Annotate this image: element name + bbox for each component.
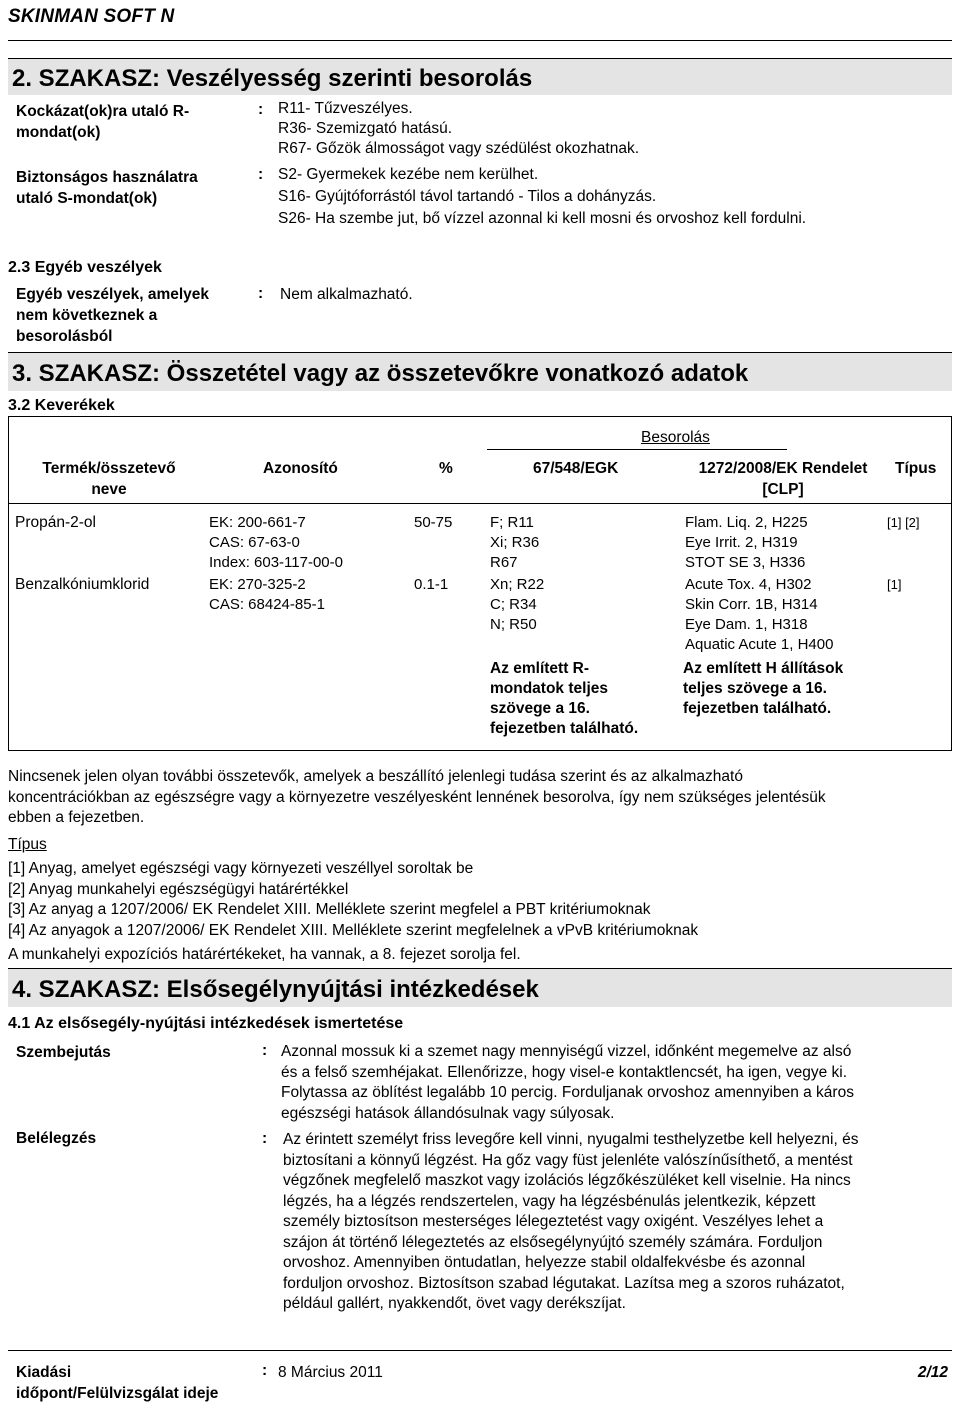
type-note: [3] Az anyag a 1207/2006/ EK Rendelet XIII. Melléklete szerint megfelel a PBT kritériumoknak: [8, 901, 651, 918]
paragraph-line: Nincsenek jelen olyan további összetevők, amelyek a beszállító jelenlegi tudása szerint és az alkalmazható: [8, 768, 743, 785]
inhalation-label: Belélegzés: [16, 1130, 97, 1147]
h-statements-note-line: fejezetben található.: [683, 700, 832, 717]
clp-classification: Eye Dam. 1, H318: [685, 616, 808, 633]
col-header-percent: %: [439, 460, 453, 477]
s-phrase: S2- Gyermekek kezébe nem kerülhet.: [278, 166, 539, 183]
section-4-header: [8, 968, 952, 1007]
other-hazards-label-line: besorolásból: [16, 328, 113, 345]
table-row-type: [1] [2]: [887, 515, 920, 530]
identifier: CAS: 68424-85-1: [209, 596, 325, 613]
footer-label-line: időpont/Felülvizsgálat ideje: [16, 1385, 219, 1402]
other-hazards-label: [16, 284, 209, 347]
paragraph-line: végzőnek megfelelő maszkot vagy izolációs légzőkészüléket kell viselnie. Ha nincs: [283, 1172, 851, 1189]
clp-classification: Skin Corr. 1B, H314: [685, 596, 818, 613]
s-phrases-label-line: utaló S-mondat(ok): [16, 190, 158, 207]
r-phrases-colon: :: [258, 101, 264, 118]
col-header-clp-line: 1272/2008/EK Rendelet: [698, 460, 868, 477]
r-phrases-label-line: Kockázat(ok)ra utaló R-: [16, 103, 190, 120]
s-phrase: S16- Gyújtóforrástól távol tartandó - Tilos a dohányzás.: [278, 188, 657, 205]
table-row-clp: [685, 513, 808, 573]
r-phrases-list: [278, 99, 639, 159]
r-phrases-note: [490, 659, 638, 739]
paragraph-line: Az érintett személyt friss levegőre kell vinni, nyugalmi testhelyzetbe kell helyezni, és: [283, 1131, 859, 1148]
composition-table: [8, 416, 952, 751]
eye-contact-colon: :: [262, 1042, 268, 1059]
section-2-title: 2. SZAKASZ: Veszélyesség szerinti besorolás: [12, 65, 533, 92]
clp-classification: Aquatic Acute 1, H400: [685, 636, 834, 653]
col-header-id: Azonosító: [263, 460, 338, 477]
eye-contact-label: Szembejutás: [16, 1044, 111, 1061]
table-row-percent: 0.1-1: [414, 576, 449, 593]
other-hazards-label-line: Egyéb veszélyek, amelyek: [16, 286, 210, 303]
eye-contact-text: [281, 1042, 854, 1124]
type-heading: Típus: [8, 836, 47, 853]
s-phrases-label-line: Biztonságos használatra: [16, 169, 198, 186]
header-rule: [8, 40, 952, 41]
type-note: [4] Az anyagok a 1207/2006/ EK Rendelet XIII. Melléklete szerint megfelelnek a vPvB kritériumoknak: [8, 921, 699, 939]
s-phrases-label: [16, 167, 198, 209]
r-classification: F; R11: [490, 514, 534, 531]
table-row-percent: 50-75: [414, 514, 453, 531]
type-note: [2] Anyag munkahelyi egészségügyi határértékkel: [8, 880, 349, 898]
footer-colon: :: [262, 1362, 268, 1379]
col-header-67-548: 67/548/EGK: [533, 460, 619, 477]
h-statements-note-line: teljes szövege a 16.: [683, 680, 827, 697]
col-header-name: [19, 458, 199, 500]
table-header-rule: [9, 503, 951, 504]
section-3-header: [8, 352, 952, 391]
col-header-clp-line: [CLP]: [762, 481, 804, 498]
type-notes: [8, 859, 698, 941]
r-phrases-label: [16, 101, 189, 143]
r-phrases-label-line: mondat(ok): [16, 124, 101, 141]
s-phrases-list: [278, 164, 806, 230]
clp-classification: Flam. Liq. 2, H225: [685, 514, 808, 531]
section-2-header: [8, 58, 952, 95]
paragraph-line: Folytassa az öblítést legalább 10 percig. Forduljanak orvoshoz amennyiben a káros: [281, 1084, 854, 1101]
clp-classification: Eye Irrit. 2, H319: [685, 534, 798, 551]
r-phrases-note-line: Az említett R-: [490, 660, 590, 677]
r-phrases-note-line: fejezetben található.: [490, 720, 639, 737]
h-statements-note-line: Az említett H állítások: [683, 660, 844, 677]
table-row-name: Propán-2-ol: [15, 514, 96, 531]
h-statements-note: [683, 659, 843, 719]
paragraph-line: például gallért, nyakkendőt, övet vagy derékszíjat.: [283, 1295, 626, 1312]
paragraph-line: biztosítani a könnyű légzést. Ha gőz vagy füst jelenléte valószínűsíthető, a mentést: [283, 1151, 853, 1169]
r-classification: Xi; R36: [490, 534, 540, 551]
footer-rule: [8, 1350, 952, 1351]
identifier: Index: 603-117-00-0: [209, 554, 343, 571]
additional-ingredients-note: [8, 767, 826, 829]
r-phrase: R36- Szemizgató hatású.: [278, 120, 453, 137]
col-header-name-line: Termék/összetevő: [42, 460, 176, 477]
table-row-r-class: [490, 575, 544, 635]
col-header-clp: [685, 458, 881, 500]
subsection-2-3-title: 2.3 Egyéb veszélyek: [8, 259, 162, 276]
s-phrases-colon: :: [258, 166, 264, 183]
r-phrases-note-line: szövege a 16.: [490, 700, 590, 717]
col-header-type: Típus: [895, 460, 937, 477]
clp-classification: STOT SE 3, H336: [685, 554, 806, 571]
subsection-4-1-title: 4.1 Az elsősegély-nyújtási intézkedések ismertetése: [8, 1015, 404, 1032]
r-classification: Xn; R22: [490, 576, 545, 593]
document-brand: SKINMAN SOFT N: [8, 6, 175, 27]
table-row-ids: [209, 513, 343, 573]
other-hazards-value: Nem alkalmazható.: [280, 286, 413, 303]
footer-date-label: [16, 1362, 218, 1404]
table-row-type: [1]: [887, 577, 902, 592]
paragraph-line: forduljon orvoshoz. Biztosítson szabad légutakat. Lazítsa meg a szoros ruházatot,: [283, 1274, 845, 1292]
paragraph-line: személy biztosítson mesterséges lélegeztetést vagy oxigént. Veszélyes lehet a: [283, 1213, 824, 1230]
identifier: EK: 270-325-2: [209, 576, 306, 593]
other-hazards-label-line: nem következnek a: [16, 307, 158, 324]
table-row-clp: [685, 575, 833, 655]
inhalation-text: [283, 1130, 858, 1315]
col-header-name-line: neve: [91, 481, 127, 498]
classification-group-rule: [487, 449, 787, 450]
paragraph-line: orvoshoz. Amennyiben öntudatlan, helyezze stabil oldalfekvésbe és azonnal: [283, 1254, 806, 1271]
paragraph-line: szájon át történő lélegeztetés az elsősegélynyújtó személy számára. Forduljon: [283, 1233, 823, 1251]
inhalation-colon: :: [262, 1130, 268, 1147]
section-4-title: 4. SZAKASZ: Elsősegélynyújtási intézkedések: [12, 976, 539, 1003]
r-phrase: R67- Gőzök álmosságot vagy szédülést okozhatnak.: [278, 140, 639, 157]
paragraph-line: Azonnal mossuk ki a szemet nagy mennyiségű vizzel, időnként megemelve az alsó: [281, 1043, 852, 1060]
exposure-limits-note: A munkahelyi expozíciós határértékeket, ha vannak, a 8. fejezet sorolja fel.: [8, 946, 521, 963]
r-phrase: R11- Tűzveszélyes.: [278, 100, 413, 117]
table-row-name: Benzalkóniumklorid: [15, 576, 150, 593]
subsection-3-2-title: 3.2 Keverékek: [8, 397, 115, 414]
identifier: EK: 200-661-7: [209, 514, 306, 531]
paragraph-line: koncentrációkban az egészségre vagy a környezetre veszélyesként lennének besorolva, így nem szükséges jelentésük: [8, 788, 826, 806]
table-row-ids: [209, 575, 325, 615]
footer-date: 8 Március 2011: [278, 1364, 383, 1381]
paragraph-line: légzés, ha a légzés rendszertelen, vagy ha légzésbénulás jelentkezik, képzett: [283, 1192, 816, 1210]
r-classification: N; R50: [490, 616, 537, 633]
identifier: CAS: 67-63-0: [209, 534, 300, 551]
type-note: [1] Anyag, amelyet egészségi vagy környezeti veszéllyel soroltak be: [8, 860, 474, 877]
clp-classification: Acute Tox. 4, H302: [685, 576, 812, 593]
s-phrase: S26- Ha szembe jut, bő vízzel azonnal ki kell mosni és orvoshoz kell fordulni.: [278, 210, 807, 227]
paragraph-line: egészségi hatások állandósulnak vagy súlyosak.: [281, 1104, 615, 1122]
classification-group-header: Besorolás: [641, 429, 710, 446]
table-row-r-class: [490, 513, 539, 573]
r-classification: R67: [490, 554, 518, 571]
other-hazards-colon: :: [258, 285, 264, 302]
r-classification: C; R34: [490, 596, 537, 613]
footer-label-line: Kiadási: [16, 1364, 72, 1381]
r-phrases-note-line: mondatok teljes: [490, 680, 608, 697]
paragraph-line: ebben a fejezetben.: [8, 809, 145, 826]
page-number: 2/12: [917, 1364, 948, 1381]
section-3-title: 3. SZAKASZ: Összetétel vagy az összetevőkre vonatkozó adatok: [12, 360, 749, 387]
paragraph-line: és a felső szemhéjakat. Ellenőrizze, hogy visel-e kontaktlencsét, ha igen, vegye ki.: [281, 1063, 848, 1081]
